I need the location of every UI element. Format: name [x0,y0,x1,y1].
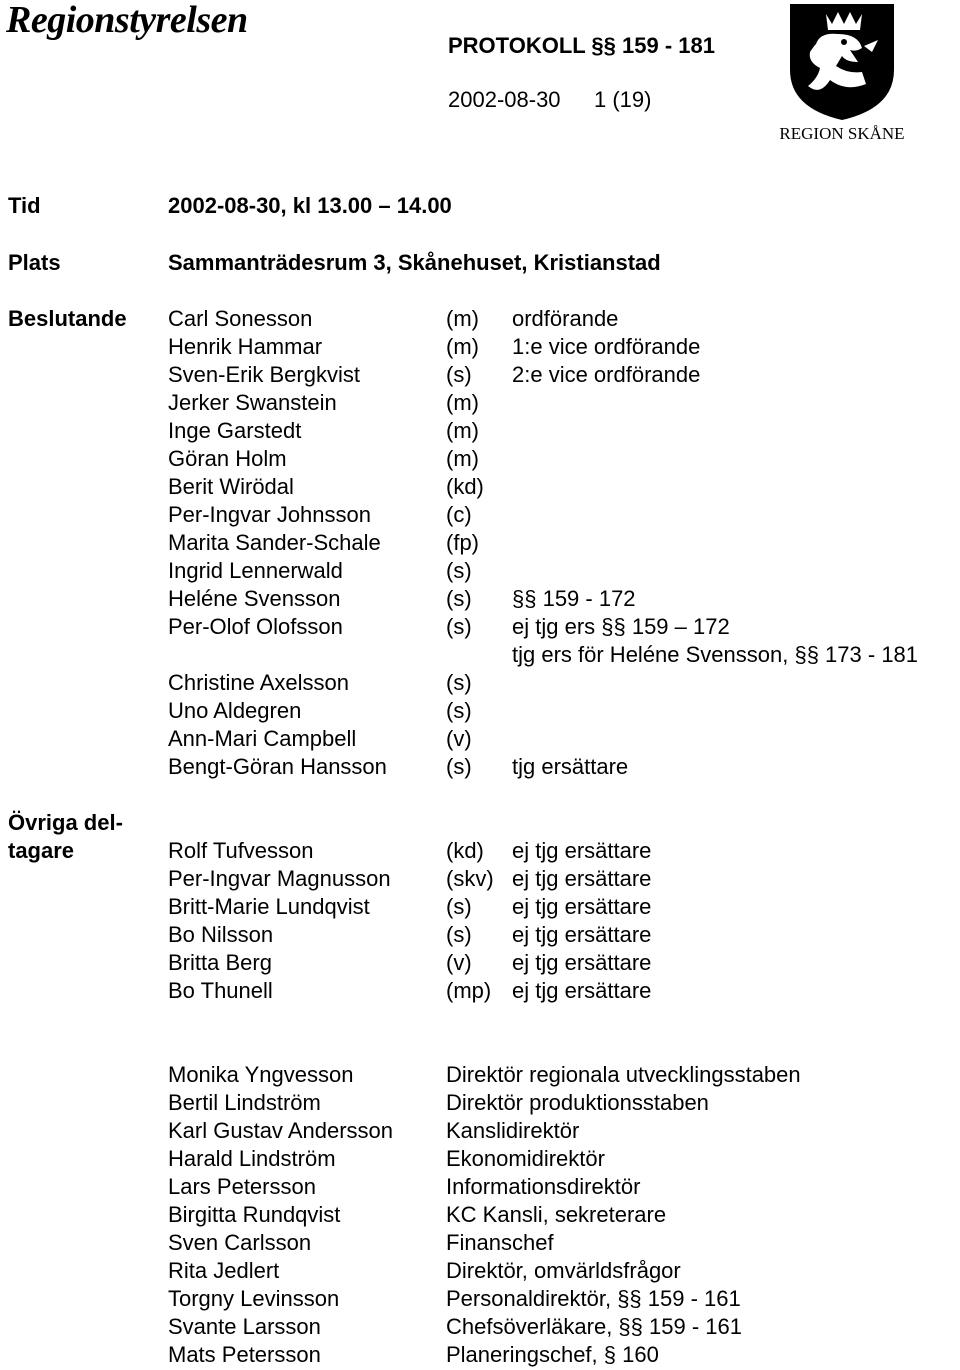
plats-label: Plats [8,250,61,275]
member-name: Per-Ingvar Johnsson [168,502,371,527]
member-party: (v) [446,726,472,751]
staff-title: Ekonomidirektör [446,1146,605,1171]
member-party: (s) [446,754,472,779]
member-row [0,333,960,361]
staff-name: Torgny Levinsson [168,1286,340,1311]
staff-title: KC Kansli, sekreterare [446,1202,667,1227]
member-name: Uno Aldegren [168,698,302,723]
member-party: (kd) [446,474,484,499]
member-note: ordförande [512,306,619,331]
member-party: (s) [446,894,472,919]
member-name: Christine Axelsson [168,670,349,695]
member-party: (m) [446,306,479,331]
staff-name: Harald Lindström [168,1146,336,1171]
staff-name: Sven Carlsson [168,1230,312,1255]
member-name: Göran Holm [168,446,287,471]
staff-row [0,1145,960,1173]
member-row [0,977,960,1005]
tid-label: Tid [8,193,41,218]
member-row [0,445,960,473]
member-row [0,557,960,585]
member-row [0,529,960,557]
member-party: (mp) [446,978,492,1003]
member-party: (c) [446,502,472,527]
member-row [0,921,960,949]
member-party: (m) [446,390,479,415]
member-row [0,753,960,781]
member-name: Ann-Mari Campbell [168,726,357,751]
member-note: ej tjg ersättare [512,922,652,947]
member-name: Per-Olof Olofsson [168,614,343,639]
logo-text: REGION SKÅNE [779,124,905,143]
member-name: Heléne Svensson [168,586,341,611]
member-party: (m) [446,446,479,471]
staff-name: Karl Gustav Andersson [168,1118,394,1143]
staff-row [0,1341,960,1369]
member-row [0,417,960,445]
member-party: (skv) [446,866,494,891]
member-party: (fp) [446,530,479,555]
member-name: Berit Wirödal [168,474,294,499]
member-party: (kd) [446,838,484,863]
member-row [0,837,960,865]
member-note: 1:e vice ordförande [512,334,701,359]
member-row [0,389,960,417]
member-name: Britta Berg [168,950,272,975]
member-name: Marita Sander-Schale [168,530,381,555]
beslutande-list [0,305,960,781]
page-number: 1 (19) [594,87,652,112]
member-name: Inge Garstedt [168,418,302,443]
tid-value: 2002-08-30, kl 13.00 – 14.00 [168,193,452,218]
staff-row [0,1257,960,1285]
member-name: Carl Sonesson [168,306,313,331]
member-row [0,361,960,389]
member-name: Jerker Swanstein [168,390,337,415]
ovriga-label-line2: tagare [8,838,75,863]
member-note: ej tjg ers §§ 159 – 172 [512,614,730,639]
member-party: (s) [446,614,472,639]
member-party: (s) [446,922,472,947]
staff-title: Chefsöverläkare, §§ 159 - 161 [446,1314,742,1339]
staff-name: Mats Petersson [168,1342,321,1367]
member-note: ej tjg ersättare [512,866,652,891]
staff-name: Monika Yngvesson [168,1062,354,1087]
region-skane-logo [772,0,912,150]
protocol-title: PROTOKOLL §§ 159 - 181 [448,33,715,58]
member-note: ej tjg ersättare [512,978,652,1003]
member-row [0,669,960,697]
staff-list [0,1061,960,1369]
staff-name: Svante Larsson [168,1314,321,1339]
member-party: (m) [446,418,479,443]
member-row [0,725,960,753]
member-row [0,305,960,333]
member-party: (v) [446,950,472,975]
member-party: (s) [446,362,472,387]
member-name: Henrik Hammar [168,334,323,359]
staff-title: Finanschef [446,1230,554,1255]
staff-title: Direktör, omvärldsfrågor [446,1258,681,1283]
member-party: (s) [446,698,472,723]
beslutande-label: Beslutande [8,306,127,331]
member-row [0,613,960,641]
staff-row [0,1229,960,1257]
member-row [0,697,960,725]
member-party: (s) [446,670,472,695]
staff-title: Informationsdirektör [446,1174,641,1199]
staff-name: Bertil Lindström [168,1090,321,1115]
staff-row [0,1117,960,1145]
member-name: Bengt-Göran Hansson [168,754,387,779]
ovriga-member-list [0,837,960,1005]
staff-row [0,1173,960,1201]
protocol-date: 2002-08-30 [448,87,561,112]
staff-row [0,1089,960,1117]
member-note: tjg ers för Heléne Svensson, §§ 173 - 181 [512,642,919,667]
staff-name: Rita Jedlert [168,1258,280,1283]
staff-title: Planeringschef, § 160 [446,1342,659,1367]
member-row [0,949,960,977]
member-row [0,501,960,529]
member-row [0,473,960,501]
member-note: §§ 159 - 172 [512,586,636,611]
member-name: Rolf Tufvesson [168,838,314,863]
member-name: Bo Nilsson [168,922,274,947]
member-name: Britt-Marie Lundqvist [168,894,370,919]
staff-title: Direktör produktionsstaben [446,1090,709,1115]
ovriga-label-line1: Övriga del- [8,810,123,835]
member-name: Sven-Erik Bergkvist [168,362,360,387]
member-note: ej tjg ersättare [512,838,652,863]
staff-row [0,1061,960,1089]
member-name: Ingrid Lennerwald [168,558,343,583]
staff-name: Birgitta Rundqvist [168,1202,341,1227]
member-note: ej tjg ersättare [512,894,652,919]
member-party: (s) [446,558,472,583]
member-note: 2:e vice ordförande [512,362,701,387]
staff-title: Direktör regionala utvecklingsstaben [446,1062,801,1087]
griffin-crest-icon [786,0,898,122]
member-note: tjg ersättare [512,754,629,779]
member-note: ej tjg ersättare [512,950,652,975]
member-row [0,865,960,893]
member-party: (m) [446,334,479,359]
member-row [0,893,960,921]
staff-title: Kanslidirektör [446,1118,580,1143]
plats-value: Sammanträdesrum 3, Skånehuset, Kristianstad [168,250,661,275]
member-row [0,641,960,669]
staff-row [0,1201,960,1229]
member-name: Per-Ingvar Magnusson [168,866,391,891]
member-row [0,585,960,613]
staff-name: Lars Petersson [168,1174,316,1199]
staff-row [0,1313,960,1341]
member-party: (s) [446,586,472,611]
staff-title: Personaldirektör, §§ 159 - 161 [446,1286,741,1311]
staff-row [0,1285,960,1313]
member-name: Bo Thunell [168,978,273,1003]
organization-name: Regionstyrelsen [6,0,248,41]
